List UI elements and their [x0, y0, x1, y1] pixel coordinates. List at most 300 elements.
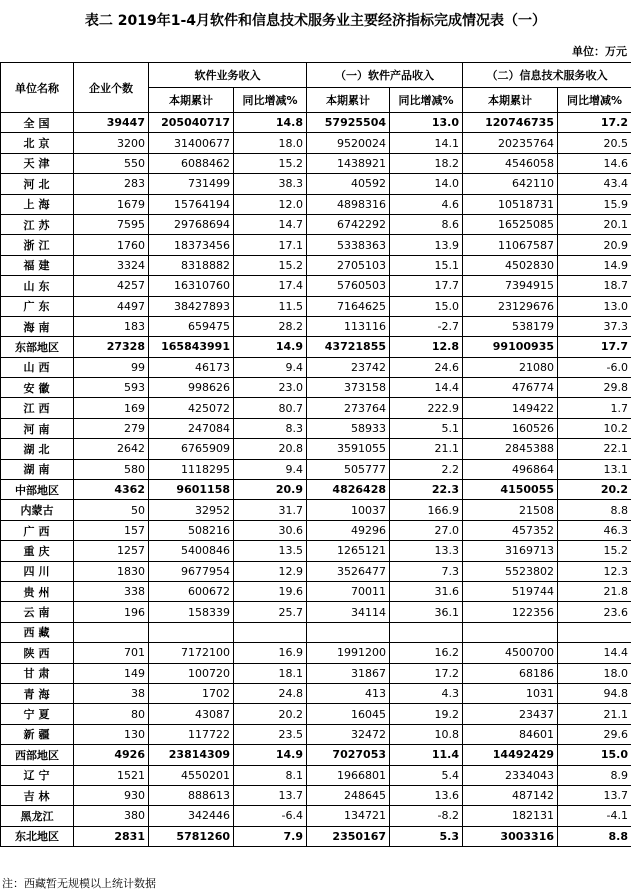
- region-name-cell: 新疆: [1, 724, 74, 744]
- products-yoy-cell: 5.3: [390, 826, 463, 846]
- table-row: [1, 194, 631, 214]
- products-cumulative-cell: 40592: [307, 174, 390, 194]
- enterprise-count-cell: 1679: [74, 194, 149, 214]
- enterprise-count-cell: 550: [74, 153, 149, 173]
- revenue-yoy-cell: 25.7: [234, 602, 307, 622]
- products-yoy-cell: 2.2: [390, 459, 463, 479]
- revenue-yoy-cell: 15.2: [234, 153, 307, 173]
- products-yoy-cell: 14.1: [390, 133, 463, 153]
- enterprise-count-cell: 7595: [74, 214, 149, 234]
- products-yoy-cell: -2.7: [390, 316, 463, 336]
- region-name-cell: 山东: [1, 276, 74, 296]
- services-yoy-cell: 14.9: [558, 255, 631, 275]
- enterprise-count-cell: 38: [74, 683, 149, 703]
- region-name-cell: 浙江: [1, 235, 74, 255]
- revenue-yoy-cell: 30.6: [234, 520, 307, 540]
- enterprise-count-cell: 3200: [74, 133, 149, 153]
- enterprise-count-cell: 4257: [74, 276, 149, 296]
- enterprise-count-cell: 3324: [74, 255, 149, 275]
- region-name-cell: 天津: [1, 153, 74, 173]
- region-name-cell: 陕西: [1, 643, 74, 663]
- revenue-cumulative-cell: 731499: [149, 174, 234, 194]
- revenue-yoy-cell: 12.9: [234, 561, 307, 581]
- products-cumulative-cell: 1966801: [307, 765, 390, 785]
- services-cumulative-cell: 160526: [463, 418, 558, 438]
- products-cumulative-cell: 16045: [307, 704, 390, 724]
- products-yoy-cell: 19.2: [390, 704, 463, 724]
- region-name-cell: 广西: [1, 520, 74, 540]
- revenue-cumulative-cell: 247084: [149, 418, 234, 438]
- revenue-yoy-cell: 17.1: [234, 235, 307, 255]
- services-cumulative-cell: 3169713: [463, 541, 558, 561]
- services-yoy-cell: 20.1: [558, 214, 631, 234]
- services-cumulative-cell: 519744: [463, 581, 558, 601]
- services-yoy-cell: 8.8: [558, 500, 631, 520]
- products-yoy-cell: 13.9: [390, 235, 463, 255]
- region-name-cell: 四川: [1, 561, 74, 581]
- services-cumulative-cell: 20235764: [463, 133, 558, 153]
- revenue-yoy-cell: 19.6: [234, 581, 307, 601]
- header-yoy: 同比增减%: [558, 88, 631, 113]
- services-cumulative-cell: 4546058: [463, 153, 558, 173]
- table-row: [1, 683, 631, 703]
- products-yoy-cell: 4.6: [390, 194, 463, 214]
- enterprise-count-cell: 1257: [74, 541, 149, 561]
- indicator-table: [0, 62, 631, 847]
- revenue-cumulative-cell: 8318882: [149, 255, 234, 275]
- products-yoy-cell: 166.9: [390, 500, 463, 520]
- revenue-cumulative-cell: 425072: [149, 398, 234, 418]
- products-yoy-cell: 36.1: [390, 602, 463, 622]
- products-cumulative-cell: 273764: [307, 398, 390, 418]
- footnote: 注：西藏暂无规模以上统计数据: [2, 877, 156, 890]
- products-cumulative-cell: 58933: [307, 418, 390, 438]
- services-cumulative-cell: 182131: [463, 806, 558, 826]
- revenue-yoy-cell: 13.5: [234, 541, 307, 561]
- products-yoy-cell: 12.8: [390, 337, 463, 357]
- products-cumulative-cell: 32472: [307, 724, 390, 744]
- services-yoy-cell: 46.3: [558, 520, 631, 540]
- services-cumulative-cell: 149422: [463, 398, 558, 418]
- products-yoy-cell: 31.6: [390, 581, 463, 601]
- enterprise-count-cell: 580: [74, 459, 149, 479]
- enterprise-count-cell: 4362: [74, 480, 149, 500]
- products-cumulative-cell: 4898316: [307, 194, 390, 214]
- table-row: [1, 418, 631, 438]
- revenue-yoy-cell: 11.5: [234, 296, 307, 316]
- region-name-cell: 东部地区: [1, 337, 74, 357]
- products-yoy-cell: 15.1: [390, 255, 463, 275]
- services-yoy-cell: -4.1: [558, 806, 631, 826]
- table-row: [1, 724, 631, 744]
- revenue-cumulative-cell: 100720: [149, 663, 234, 683]
- revenue-cumulative-cell: 29768694: [149, 214, 234, 234]
- table-row: [1, 133, 631, 153]
- revenue-yoy-cell: 16.9: [234, 643, 307, 663]
- region-name-cell: 湖北: [1, 439, 74, 459]
- services-yoy-cell: 29.8: [558, 378, 631, 398]
- table-row: [1, 765, 631, 785]
- enterprise-count-cell: 130: [74, 724, 149, 744]
- revenue-yoy-cell: 18.1: [234, 663, 307, 683]
- header-enterprises: 企业个数: [74, 63, 149, 113]
- revenue-cumulative-cell: 32952: [149, 500, 234, 520]
- revenue-yoy-cell: 15.2: [234, 255, 307, 275]
- products-yoy-cell: 14.4: [390, 378, 463, 398]
- revenue-cumulative-cell: 5400846: [149, 541, 234, 561]
- products-cumulative-cell: 413: [307, 683, 390, 703]
- table-row: [1, 357, 631, 377]
- revenue-cumulative-cell: 18373456: [149, 235, 234, 255]
- revenue-yoy-cell: 24.8: [234, 683, 307, 703]
- services-cumulative-cell: 4500700: [463, 643, 558, 663]
- services-yoy-cell: 1.7: [558, 398, 631, 418]
- table-row: [1, 520, 631, 540]
- revenue-cumulative-cell: 998626: [149, 378, 234, 398]
- header-it-services: （二）信息技术服务收入: [463, 63, 631, 88]
- header-yoy: 同比增减%: [390, 88, 463, 113]
- services-yoy-cell: 14.6: [558, 153, 631, 173]
- products-cumulative-cell: 1265121: [307, 541, 390, 561]
- revenue-cumulative-cell: 46173: [149, 357, 234, 377]
- region-name-cell: 全国: [1, 113, 74, 133]
- table-row: [1, 153, 631, 173]
- products-yoy-cell: 17.7: [390, 276, 463, 296]
- revenue-yoy-cell: 38.3: [234, 174, 307, 194]
- enterprise-count-cell: 39447: [74, 113, 149, 133]
- revenue-cumulative-cell: 4550201: [149, 765, 234, 785]
- services-cumulative-cell: 14492429: [463, 745, 558, 765]
- table-row: [1, 643, 631, 663]
- region-name-cell: 西部地区: [1, 745, 74, 765]
- products-yoy-cell: 8.6: [390, 214, 463, 234]
- products-cumulative-cell: 7027053: [307, 745, 390, 765]
- revenue-cumulative-cell: 9601158: [149, 480, 234, 500]
- table-row: [1, 602, 631, 622]
- revenue-yoy-cell: 7.9: [234, 826, 307, 846]
- region-name-cell: 云南: [1, 602, 74, 622]
- revenue-yoy-cell: 13.7: [234, 785, 307, 805]
- products-yoy-cell: 5.1: [390, 418, 463, 438]
- revenue-yoy-cell: 14.9: [234, 745, 307, 765]
- region-name-cell: 甘肃: [1, 663, 74, 683]
- enterprise-count-cell: 2831: [74, 826, 149, 846]
- services-yoy-cell: 8.8: [558, 826, 631, 846]
- products-cumulative-cell: 373158: [307, 378, 390, 398]
- services-yoy-cell: 21.8: [558, 581, 631, 601]
- revenue-yoy-cell: 18.0: [234, 133, 307, 153]
- services-yoy-cell: 20.5: [558, 133, 631, 153]
- table-row: [1, 276, 631, 296]
- revenue-cumulative-cell: 117722: [149, 724, 234, 744]
- enterprise-count-cell: 157: [74, 520, 149, 540]
- header-software-revenue: 软件业务收入: [149, 63, 307, 88]
- products-cumulative-cell: 10037: [307, 500, 390, 520]
- revenue-yoy-cell: 14.8: [234, 113, 307, 133]
- products-yoy-cell: 13.3: [390, 541, 463, 561]
- enterprise-count-cell: 80: [74, 704, 149, 724]
- revenue-yoy-cell: 8.3: [234, 418, 307, 438]
- services-yoy-cell: 20.2: [558, 480, 631, 500]
- table-row: [1, 541, 631, 561]
- region-name-cell: 西藏: [1, 622, 74, 642]
- services-cumulative-cell: 23437: [463, 704, 558, 724]
- services-cumulative-cell: 4150055: [463, 480, 558, 500]
- table-row: [1, 378, 631, 398]
- products-cumulative-cell: 1991200: [307, 643, 390, 663]
- revenue-yoy-cell: 31.7: [234, 500, 307, 520]
- products-cumulative-cell: 248645: [307, 785, 390, 805]
- services-yoy-cell: 13.0: [558, 296, 631, 316]
- products-yoy-cell: 4.3: [390, 683, 463, 703]
- services-yoy-cell: 15.0: [558, 745, 631, 765]
- services-yoy-cell: 37.3: [558, 316, 631, 336]
- revenue-yoy-cell: 14.9: [234, 337, 307, 357]
- revenue-cumulative-cell: 659475: [149, 316, 234, 336]
- services-cumulative-cell: 538179: [463, 316, 558, 336]
- products-yoy-cell: 17.2: [390, 663, 463, 683]
- table-row: [1, 663, 631, 683]
- table-row: [1, 459, 631, 479]
- table-header: [1, 63, 631, 113]
- table-row: [1, 174, 631, 194]
- revenue-cumulative-cell: 16310760: [149, 276, 234, 296]
- summary-row: [1, 826, 631, 846]
- table-row: [1, 785, 631, 805]
- region-name-cell: 中部地区: [1, 480, 74, 500]
- enterprise-count-cell: [74, 622, 149, 642]
- region-name-cell: 湖南: [1, 459, 74, 479]
- products-yoy-cell: 11.4: [390, 745, 463, 765]
- enterprise-count-cell: 2642: [74, 439, 149, 459]
- products-yoy-cell: 10.8: [390, 724, 463, 744]
- enterprise-count-cell: 1830: [74, 561, 149, 581]
- services-yoy-cell: 13.1: [558, 459, 631, 479]
- services-yoy-cell: 8.9: [558, 765, 631, 785]
- products-yoy-cell: 22.3: [390, 480, 463, 500]
- products-cumulative-cell: 31867: [307, 663, 390, 683]
- region-name-cell: 山西: [1, 357, 74, 377]
- products-yoy-cell: 16.2: [390, 643, 463, 663]
- products-yoy-cell: 13.0: [390, 113, 463, 133]
- header-cumulative: 本期累计: [463, 88, 558, 113]
- services-cumulative-cell: 68186: [463, 663, 558, 683]
- products-cumulative-cell: 57925504: [307, 113, 390, 133]
- services-yoy-cell: 22.1: [558, 439, 631, 459]
- revenue-yoy-cell: 9.4: [234, 459, 307, 479]
- products-cumulative-cell: 49296: [307, 520, 390, 540]
- revenue-cumulative-cell: 38427893: [149, 296, 234, 316]
- products-cumulative-cell: [307, 622, 390, 642]
- products-yoy-cell: 222.9: [390, 398, 463, 418]
- revenue-cumulative-cell: 1118295: [149, 459, 234, 479]
- revenue-yoy-cell: 80.7: [234, 398, 307, 418]
- header-cumulative: 本期累计: [149, 88, 234, 113]
- revenue-yoy-cell: [234, 622, 307, 642]
- products-yoy-cell: 21.1: [390, 439, 463, 459]
- enterprise-count-cell: 338: [74, 581, 149, 601]
- services-yoy-cell: 12.3: [558, 561, 631, 581]
- region-name-cell: 吉林: [1, 785, 74, 805]
- products-cumulative-cell: 2705103: [307, 255, 390, 275]
- table-row: [1, 398, 631, 418]
- revenue-cumulative-cell: 888613: [149, 785, 234, 805]
- region-name-cell: 海南: [1, 316, 74, 336]
- region-name-cell: 安徽: [1, 378, 74, 398]
- revenue-cumulative-cell: 15764194: [149, 194, 234, 214]
- revenue-yoy-cell: -6.4: [234, 806, 307, 826]
- table-row: [1, 439, 631, 459]
- products-yoy-cell: [390, 622, 463, 642]
- summary-row: [1, 745, 631, 765]
- enterprise-count-cell: 1760: [74, 235, 149, 255]
- products-yoy-cell: -8.2: [390, 806, 463, 826]
- region-name-cell: 贵州: [1, 581, 74, 601]
- summary-row: [1, 113, 631, 133]
- revenue-yoy-cell: 17.4: [234, 276, 307, 296]
- table-row: [1, 806, 631, 826]
- products-cumulative-cell: 1438921: [307, 153, 390, 173]
- products-cumulative-cell: 134721: [307, 806, 390, 826]
- products-yoy-cell: 14.0: [390, 174, 463, 194]
- products-cumulative-cell: 34114: [307, 602, 390, 622]
- revenue-yoy-cell: 14.7: [234, 214, 307, 234]
- enterprise-count-cell: 4497: [74, 296, 149, 316]
- services-cumulative-cell: 21508: [463, 500, 558, 520]
- revenue-cumulative-cell: 205040717: [149, 113, 234, 133]
- services-yoy-cell: 13.7: [558, 785, 631, 805]
- services-cumulative-cell: 11067587: [463, 235, 558, 255]
- products-cumulative-cell: 5760503: [307, 276, 390, 296]
- revenue-yoy-cell: 9.4: [234, 357, 307, 377]
- region-name-cell: 河南: [1, 418, 74, 438]
- enterprise-count-cell: 930: [74, 785, 149, 805]
- revenue-cumulative-cell: 6088462: [149, 153, 234, 173]
- products-cumulative-cell: 70011: [307, 581, 390, 601]
- services-yoy-cell: 20.9: [558, 235, 631, 255]
- enterprise-count-cell: 183: [74, 316, 149, 336]
- revenue-yoy-cell: 20.9: [234, 480, 307, 500]
- services-yoy-cell: 18.0: [558, 663, 631, 683]
- table-row: [1, 255, 631, 275]
- table-row: [1, 581, 631, 601]
- services-yoy-cell: 43.4: [558, 174, 631, 194]
- region-name-cell: 河北: [1, 174, 74, 194]
- region-name-cell: 东北地区: [1, 826, 74, 846]
- services-cumulative-cell: 120746735: [463, 113, 558, 133]
- services-yoy-cell: 21.1: [558, 704, 631, 724]
- services-cumulative-cell: [463, 622, 558, 642]
- products-yoy-cell: 24.6: [390, 357, 463, 377]
- services-cumulative-cell: 487142: [463, 785, 558, 805]
- revenue-cumulative-cell: 9677954: [149, 561, 234, 581]
- table-body: [1, 113, 631, 847]
- services-yoy-cell: 15.9: [558, 194, 631, 214]
- enterprise-count-cell: 149: [74, 663, 149, 683]
- revenue-cumulative-cell: 5781260: [149, 826, 234, 846]
- enterprise-count-cell: 196: [74, 602, 149, 622]
- summary-row: [1, 480, 631, 500]
- products-cumulative-cell: 7164625: [307, 296, 390, 316]
- region-name-cell: 福建: [1, 255, 74, 275]
- services-yoy-cell: 18.7: [558, 276, 631, 296]
- revenue-yoy-cell: 23.5: [234, 724, 307, 744]
- table-title: 表二 2019年1-4月软件和信息技术服务业主要经济指标完成情况表（一）: [84, 13, 547, 29]
- enterprise-count-cell: 169: [74, 398, 149, 418]
- enterprise-count-cell: 1521: [74, 765, 149, 785]
- revenue-cumulative-cell: 31400677: [149, 133, 234, 153]
- region-name-cell: 江西: [1, 398, 74, 418]
- products-yoy-cell: 5.4: [390, 765, 463, 785]
- summary-row: [1, 337, 631, 357]
- enterprise-count-cell: 593: [74, 378, 149, 398]
- services-cumulative-cell: 496864: [463, 459, 558, 479]
- enterprise-count-cell: 4926: [74, 745, 149, 765]
- services-cumulative-cell: 476774: [463, 378, 558, 398]
- region-name-cell: 内蒙古: [1, 500, 74, 520]
- enterprise-count-cell: 27328: [74, 337, 149, 357]
- products-cumulative-cell: 2350167: [307, 826, 390, 846]
- revenue-cumulative-cell: 6765909: [149, 439, 234, 459]
- services-cumulative-cell: 4502830: [463, 255, 558, 275]
- revenue-yoy-cell: 28.2: [234, 316, 307, 336]
- revenue-cumulative-cell: 23814309: [149, 745, 234, 765]
- region-name-cell: 上海: [1, 194, 74, 214]
- revenue-yoy-cell: 20.8: [234, 439, 307, 459]
- enterprise-count-cell: 99: [74, 357, 149, 377]
- services-cumulative-cell: 23129676: [463, 296, 558, 316]
- region-name-cell: 江苏: [1, 214, 74, 234]
- table-row: [1, 500, 631, 520]
- services-cumulative-cell: 7394915: [463, 276, 558, 296]
- products-yoy-cell: 27.0: [390, 520, 463, 540]
- products-cumulative-cell: 23742: [307, 357, 390, 377]
- products-cumulative-cell: 3591055: [307, 439, 390, 459]
- table-row: [1, 296, 631, 316]
- table-row: [1, 214, 631, 234]
- revenue-yoy-cell: 23.0: [234, 378, 307, 398]
- revenue-cumulative-cell: 600672: [149, 581, 234, 601]
- products-yoy-cell: 15.0: [390, 296, 463, 316]
- services-cumulative-cell: 99100935: [463, 337, 558, 357]
- revenue-cumulative-cell: 508216: [149, 520, 234, 540]
- services-yoy-cell: 10.2: [558, 418, 631, 438]
- region-name-cell: 北京: [1, 133, 74, 153]
- products-cumulative-cell: 505777: [307, 459, 390, 479]
- products-cumulative-cell: 43721855: [307, 337, 390, 357]
- products-cumulative-cell: 3526477: [307, 561, 390, 581]
- enterprise-count-cell: 701: [74, 643, 149, 663]
- enterprise-count-cell: 50: [74, 500, 149, 520]
- services-cumulative-cell: 10518731: [463, 194, 558, 214]
- products-cumulative-cell: 6742292: [307, 214, 390, 234]
- services-yoy-cell: 17.7: [558, 337, 631, 357]
- table-row: [1, 235, 631, 255]
- unit-label: 单位：万元: [572, 45, 627, 58]
- products-cumulative-cell: 5338363: [307, 235, 390, 255]
- revenue-cumulative-cell: 165843991: [149, 337, 234, 357]
- table-row: [1, 704, 631, 724]
- services-cumulative-cell: 122356: [463, 602, 558, 622]
- products-cumulative-cell: 113116: [307, 316, 390, 336]
- revenue-cumulative-cell: 7172100: [149, 643, 234, 663]
- services-yoy-cell: [558, 622, 631, 642]
- revenue-cumulative-cell: 158339: [149, 602, 234, 622]
- revenue-cumulative-cell: [149, 622, 234, 642]
- services-cumulative-cell: 457352: [463, 520, 558, 540]
- services-cumulative-cell: 3003316: [463, 826, 558, 846]
- services-cumulative-cell: 2334043: [463, 765, 558, 785]
